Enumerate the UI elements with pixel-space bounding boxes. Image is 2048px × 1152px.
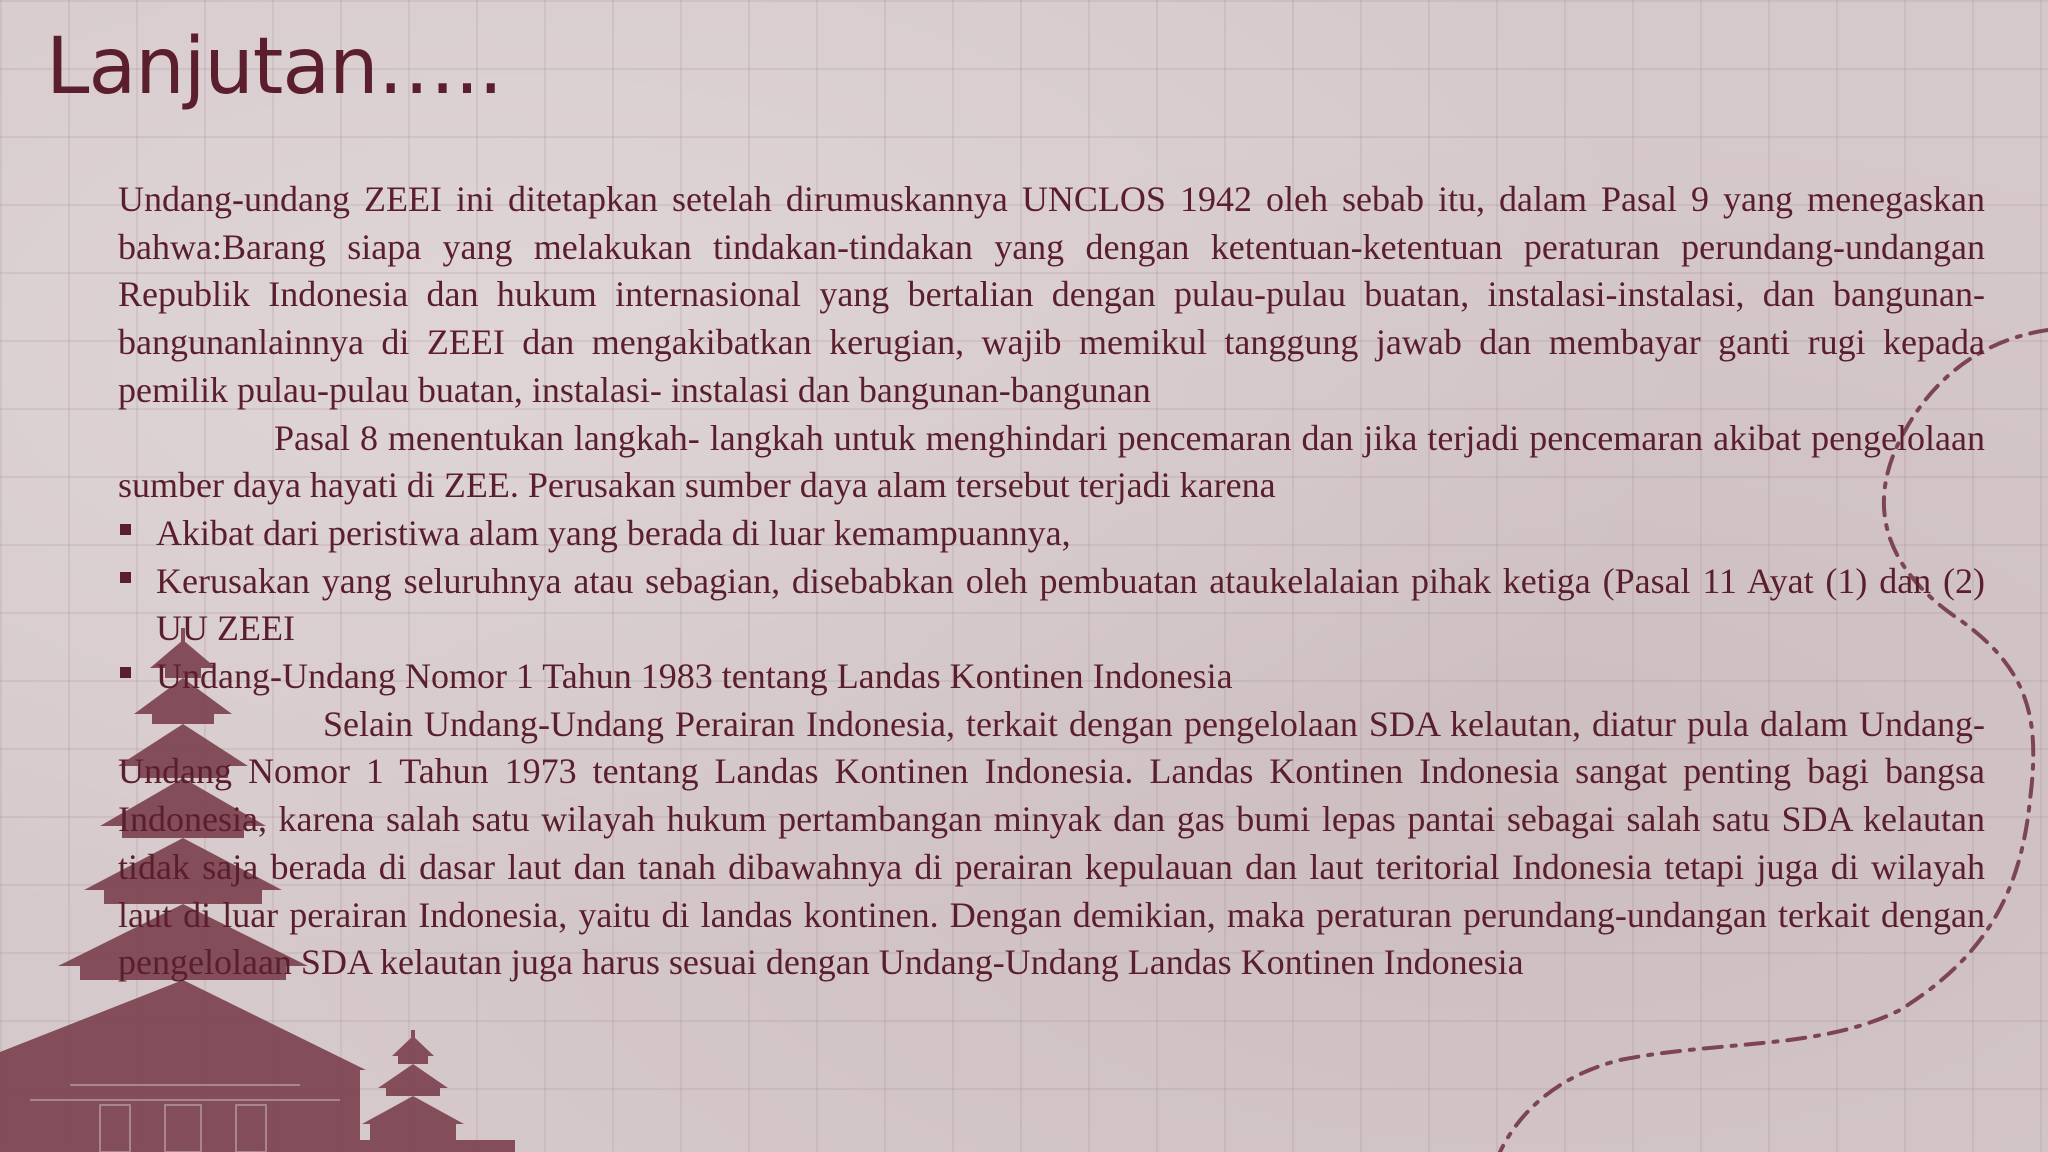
paragraph-landas-kontinen: Selain Undang-Undang Perairan Indonesia, terkait dengan pengelolaan SDA kelautan, diatur pula dalam Undang-Undang Nomor 1 Tahun 1973 tentang Landas Kontinen Indonesia. Landas Kontinen Indonesia sangat penting bagi bangsa Indonesia, karena salah satu wilayah hukum pertambangan minyak dan gas bumi lepas pantai sebagai salah satu SDA kelautan tidak saja berada di dasar laut dan tanah dibawahnya di perairan kepulauan dan laut teritorial Indonesia tetapi juga di wilayah laut di luar perairan Indonesia, yaitu di landas kontinen. Dengan demikian, maka peraturan perundang-undangan terkait dengan pengelolaan SDA kelautan juga harus sesuai dengan Undang-Undang Landas Kontinen Indonesia [118,703,1985,983]
bullet-item [118,558,1985,653]
paragraph-zeei-pasal-9: Undang-undang ZEEI ini ditetapkan setelah dirumuskannya UNCLOS 1942 oleh sebab itu, dalam Pasal 9 yang menegaskan bahwa:Barang siapa yang melakukan tindakan-tindakan yang dengan ketentuan-ketentuan peraturan perundang-undangan Republik Indonesia dan hukum internasional yang bertalian dengan pulau-pulau buatan, instalasi-instalasi, dan bangunan-bangunanlainnya di ZEEI dan mengakibatkan kerugian, wajib memikul tanggung jawab dan membayar ganti rugi kepada pemilik pulau-pulau buatan, instalasi- instalasi dan bangunan-bangunan [118,179,1985,410]
bullet-item [118,653,1985,701]
bullet-text: Akibat dari peristiwa alam yang berada di luar kemampuannya, [156,512,1071,553]
square-bullet-icon [120,572,131,583]
slide-body [118,176,1985,987]
square-bullet-icon [120,524,131,535]
slide-title: Lanjutan….. [46,22,503,112]
square-bullet-icon [120,667,131,678]
bullet-text: Kerusakan yang seluruhnya atau sebagian, disebabkan oleh pembuatan ataukelalaian pihak ketiga (Pasal 11 Ayat (1) dan (2) UU ZEEI [156,560,1985,649]
bullet-item [118,510,1985,558]
bullet-list [118,510,1985,701]
paragraph-pasal-8: Pasal 8 menentukan langkah- langkah untuk menghindari pencemaran dan jika terjadi pencemaran akibat pengelolaan sumber daya hayati di ZEE. Perusakan sumber daya alam tersebut terjadi karena [118,417,1985,506]
bullet-text: Undang-Undang Nomor 1 Tahun 1983 tentang Landas Kontinen Indonesia [156,656,1233,697]
